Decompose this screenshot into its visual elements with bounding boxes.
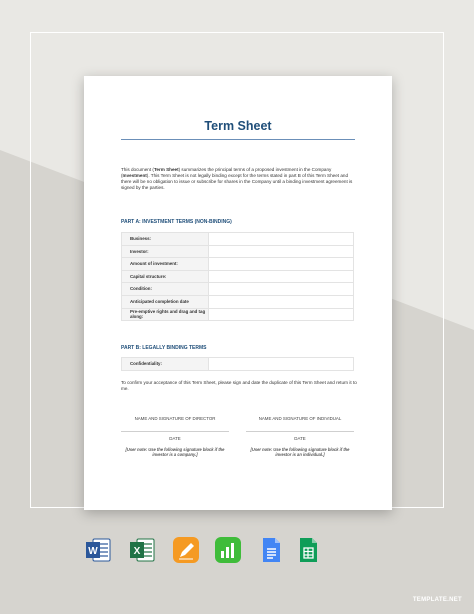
numbers-icon[interactable]: [214, 536, 242, 564]
intro-bold-investment: Investment: [122, 173, 147, 178]
table-row: [122, 358, 354, 371]
row-label: Capital structure:: [122, 270, 209, 283]
director-user-note: [User note: Use the following signature block if the investor is a company.]: [125, 447, 225, 458]
individual-user-note: [User note: Use the following signature block if the investor is an individual.]: [250, 447, 350, 458]
director-date-label: DATE: [121, 431, 229, 441]
row-value-field[interactable]: [209, 233, 354, 246]
row-value-field[interactable]: [209, 308, 354, 321]
row-value-field[interactable]: [209, 270, 354, 283]
svg-text:W: W: [88, 546, 98, 557]
part-b-heading: PART B: LEGALLY BINDING TERMS: [121, 345, 207, 351]
director-signature-block: [121, 416, 229, 458]
watermark-logo: TEMPLATE.NET: [412, 597, 462, 603]
app-format-icons: [0, 536, 474, 566]
individual-signature-block: [246, 416, 354, 458]
row-value-field[interactable]: [209, 295, 354, 308]
intro-text-3: ). This Term Sheet is not legally binding except for the terms stated in part B of this Term Sheet and there will be no obligation to issue or subscribe for shares in the Company until a binding investment agreement is signed by the parties.: [121, 173, 353, 190]
part-a-heading: PART A: INVESTMENT TERMS (NON-BINDING): [121, 219, 232, 225]
row-label: Investor:: [122, 245, 209, 258]
part-b-table: [121, 357, 354, 371]
row-value-field[interactable]: [209, 358, 354, 371]
director-signature-label: NAME AND SIGNATURE OF DIRECTOR: [134, 416, 216, 421]
table-row: [122, 270, 354, 283]
row-value-field[interactable]: [209, 258, 354, 271]
intro-text-2: ) summarizes the principal terms of a proposed investment in the Company (: [121, 167, 332, 178]
document-page: [84, 76, 392, 510]
row-label: Pre-emptive rights and drag and tag along:: [122, 308, 209, 321]
row-label: Condition:: [122, 283, 209, 296]
google-docs-icon[interactable]: [257, 536, 285, 564]
table-row: [122, 258, 354, 271]
intro-bold-term-sheet: Term Sheet: [153, 167, 179, 172]
row-label: Anticipated completion date: [122, 295, 209, 308]
intro-paragraph: [121, 167, 357, 191]
part-a-table: [121, 232, 354, 321]
title-divider: [121, 139, 355, 140]
google-sheets-icon[interactable]: [294, 536, 322, 564]
row-label: Confidentiality:: [122, 358, 209, 371]
table-row: [122, 283, 354, 296]
row-value-field[interactable]: [209, 245, 354, 258]
table-row: [122, 295, 354, 308]
row-label: Amount of investment:: [122, 258, 209, 271]
table-row: [122, 308, 354, 321]
svg-text:X: X: [133, 546, 141, 557]
intro-text-1: This document (: [121, 167, 154, 172]
table-row: [122, 233, 354, 246]
word-icon[interactable]: [84, 536, 112, 564]
row-value-field[interactable]: [209, 283, 354, 296]
excel-icon[interactable]: [128, 536, 156, 564]
document-title: Term Sheet: [204, 119, 272, 133]
confirm-paragraph: To confirm your acceptance of this Term Sheet, please sign and date the duplicate of this Term Sheet and return it to me.: [121, 380, 357, 391]
table-row: [122, 245, 354, 258]
individual-date-label: DATE: [246, 431, 354, 441]
individual-signature-label: NAME AND SIGNATURE OF INDIVIDUAL: [258, 416, 342, 421]
pages-icon[interactable]: [172, 536, 200, 564]
row-label: Business:: [122, 233, 209, 246]
